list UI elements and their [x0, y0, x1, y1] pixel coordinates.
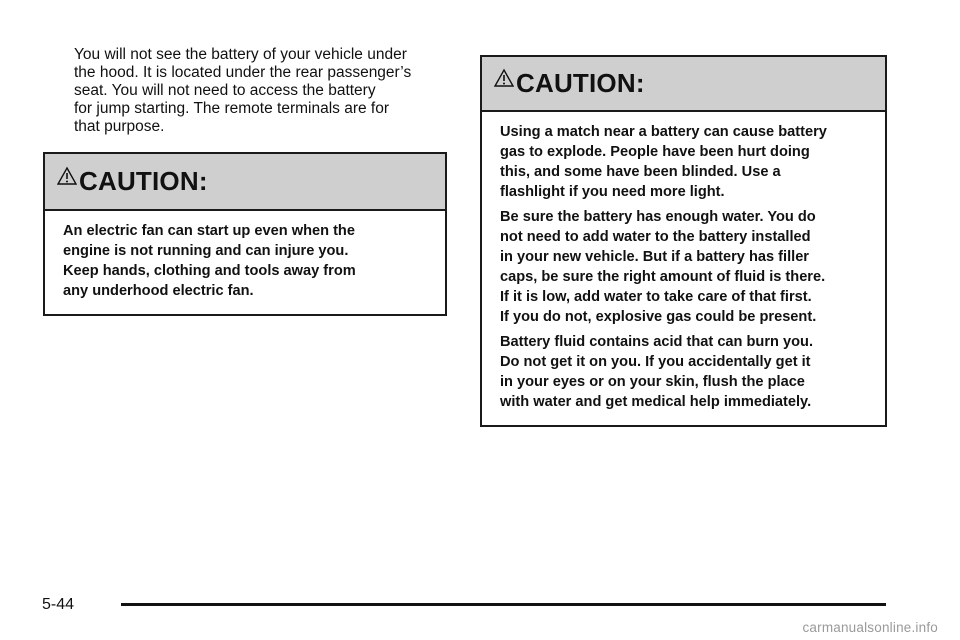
- caution-line: engine is not running and can injure you.: [63, 243, 349, 259]
- intro-paragraph: [74, 46, 444, 136]
- warning-triangle-icon: [57, 166, 77, 186]
- caution-line: Do not get it on you. If you accidentally get it: [500, 354, 811, 370]
- intro-line: for jump starting. The remote terminals are for: [74, 100, 390, 117]
- caution-header: [482, 57, 885, 112]
- caution-paragraph-match: [500, 122, 869, 202]
- caution-paragraph: [63, 221, 429, 301]
- caution-line: gas to explode. People have been hurt doing: [500, 144, 810, 160]
- caution-line: flashlight if you need more light.: [500, 184, 725, 200]
- intro-line: that purpose.: [74, 118, 165, 135]
- caution-title: CAUTION:: [516, 68, 645, 98]
- caution-line: not need to add water to the battery installed: [500, 229, 811, 245]
- caution-line: Battery fluid contains acid that can burn you.: [500, 334, 813, 350]
- caution-line: in your eyes or on your skin, flush the place: [500, 374, 805, 390]
- caution-paragraph-water: [500, 207, 869, 327]
- caution-box-fan: [43, 152, 447, 316]
- footer-rule: [121, 603, 886, 606]
- intro-line: seat. You will not need to access the battery: [74, 82, 376, 99]
- caution-body: [45, 211, 445, 318]
- caution-line: Keep hands, clothing and tools away from: [63, 263, 356, 279]
- watermark: carmanualsonline.info: [802, 620, 938, 635]
- caution-line: in your new vehicle. But if a battery has filler: [500, 249, 809, 265]
- caution-title: CAUTION:: [79, 166, 208, 196]
- caution-line: If you do not, explosive gas could be present.: [500, 309, 817, 325]
- intro-line: You will not see the battery of your vehicle under: [74, 46, 407, 63]
- caution-line: Using a match near a battery can cause battery: [500, 124, 827, 140]
- caution-body: [482, 112, 885, 429]
- caution-line: If it is low, add water to take care of that first.: [500, 289, 812, 305]
- caution-line: An electric fan can start up even when the: [63, 223, 355, 239]
- intro-line: the hood. It is located under the rear passenger’s: [74, 64, 412, 81]
- page-number: 5-44: [42, 596, 75, 613]
- caution-box-battery: [480, 55, 887, 427]
- caution-line: this, and some have been blinded. Use a: [500, 164, 781, 180]
- caution-line: with water and get medical help immediately.: [500, 394, 812, 410]
- caution-line: Be sure the battery has enough water. You do: [500, 209, 816, 225]
- caution-line: caps, be sure the right amount of fluid is there.: [500, 269, 826, 285]
- caution-line: any underhood electric fan.: [63, 283, 254, 299]
- caution-header: [45, 154, 445, 211]
- warning-triangle-icon: [494, 68, 514, 88]
- caution-paragraph-acid: [500, 332, 869, 412]
